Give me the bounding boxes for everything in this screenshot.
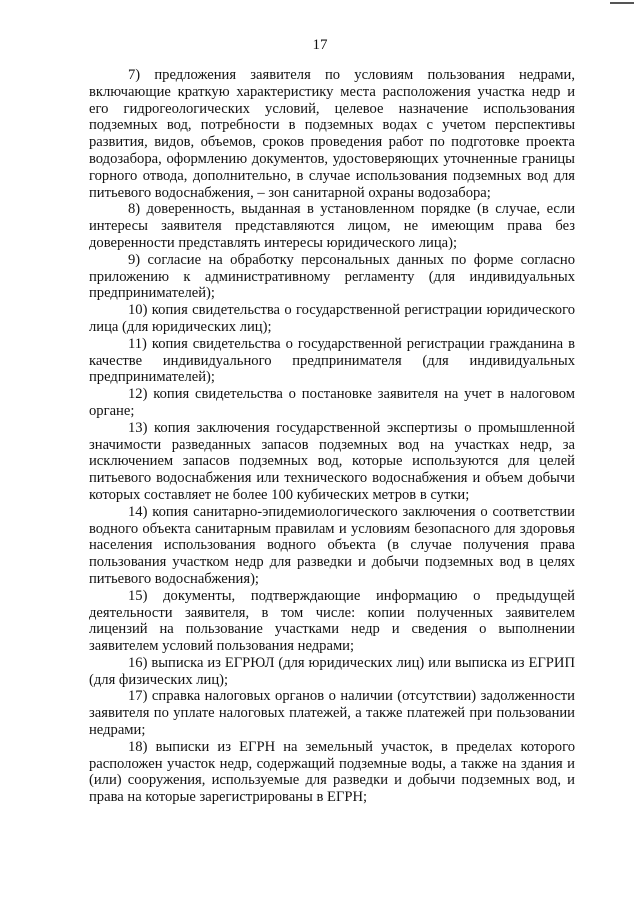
list-item-17: 17) справка налоговых органов о наличии (отсутствии) задолженности заявителя по уплате налоговых платежей, а также платежей при пользовании недрами; [89, 688, 575, 739]
list-item-13: 13) копия заключения государственной экспертизы о промышленной значимости разведанных запасов подземных вод на участках недр, за исключением запасов подземных вод, которые используются для целей питьевого водоснабжения или технического водоснабжения и объем добычи которых составляет не более 100 кубических метров в сутки; [89, 419, 575, 503]
list-item-12: 12) копия свидетельства о постановке заявителя на учет в налоговом органе; [89, 386, 575, 419]
list-item-15: 15) документы, подтверждающие информацию о предыдущей деятельности заявителя, в том числе: копии полученных заявителем лицензий на пользование участками недр и сведения о выполнении заявителем условий пользования недрами; [89, 587, 575, 655]
list-item-9: 9) согласие на обработку персональных данных по форме согласно приложению к административному регламенту (для индивидуальных предпринимателей); [89, 251, 575, 302]
list-item-18: 18) выписки из ЕГРН на земельный участок, в пределах которого расположен участок недр, содержащий подземные воды, а также на здания и (или) сооружения, используемые для разведки и добычи подземных вод, и права на которые зарегистрированы в ЕГРН; [89, 738, 575, 806]
list-item-16: 16) выписка из ЕГРЮЛ (для юридических лиц) или выписка из ЕГРИП (для физических лиц); [89, 654, 575, 688]
list-item-14: 14) копия санитарно-эпидемиологического заключения о соответствии водного объекта санитарным правилам и условиям безопасного для здоровья населения использования водного объекта (в случае получения права пользования участком недр для разведки и добычи подземных вод в целях питьевого водоснабжения); [89, 503, 575, 587]
document-body [89, 67, 575, 806]
list-item-11: 11) копия свидетельства о государственной регистрации гражданина в качестве индивидуального предпринимателя (для индивидуальных предпринимателей); [89, 335, 575, 386]
list-item-10: 10) копия свидетельства о государственной регистрации юридического лица (для юридических лиц); [89, 302, 575, 335]
list-item-8: 8) доверенность, выданная в установленном порядке (в случае, если интересы заявителя представляются лицом, не имеющим права без доверенности представлять интересы юридического лица); [89, 201, 575, 251]
list-item-7: 7) предложения заявителя по условиям пользования недрами, включающие краткую характеристику места расположения участка недр и его гидрогеологических условий, целевое назначение использования подземных вод, потребности в подземных водах с учетом перспективы развития, видов, объемов, сроков проведения работ по подготовке проекта водозабора, оформлению документов, удостоверяющих уточненные границы горного отвода, дополнительно, в случае использования подземных вод для питьевого водоснабжения, – зон санитарной охраны водозабора; [89, 67, 575, 201]
page-number: 17 [312, 37, 328, 53]
scan-corner-mark [610, 2, 634, 4]
